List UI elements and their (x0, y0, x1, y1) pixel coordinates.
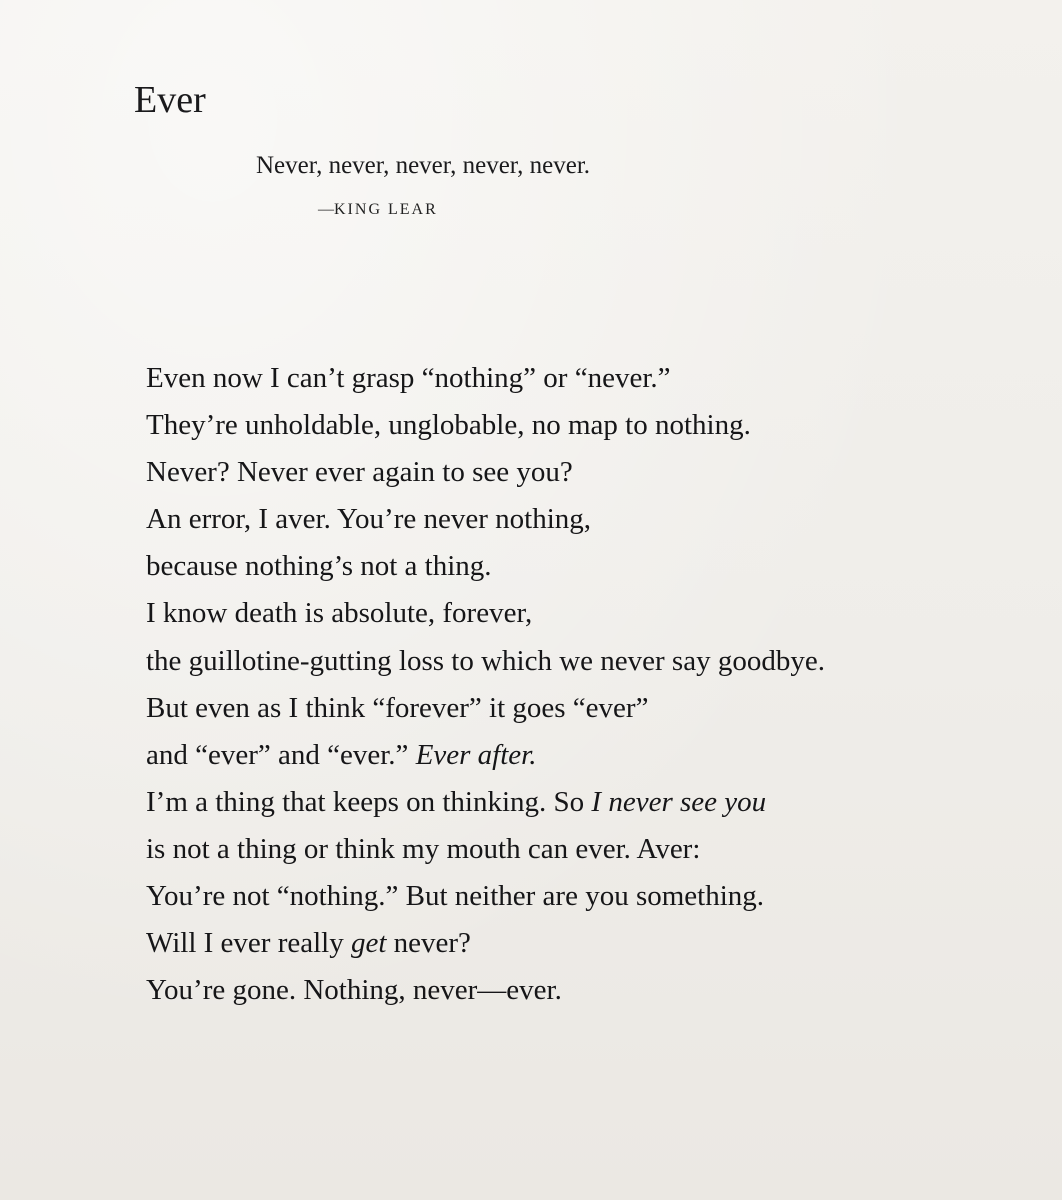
poem-line-text: But even as I think “forever” it goes “ever” (146, 691, 649, 724)
epigraph-attribution (318, 201, 438, 219)
poem-body (146, 355, 1046, 1014)
poem-line-text: They’re unholdable, unglobable, no map to nothing. (146, 409, 751, 442)
poem-line (146, 967, 1046, 1014)
poem-line-text: the guillotine-gutting loss to which we never say goodbye. (146, 644, 825, 677)
poem-title: Ever (134, 79, 206, 121)
poem-line (146, 732, 1046, 779)
poem-line (146, 826, 1046, 873)
poem-line (146, 920, 1046, 967)
poem-line-italic: Ever after. (415, 738, 537, 771)
poem-line-text: is not a thing or think my mouth can ever. Aver: (146, 832, 701, 865)
poem-line (146, 449, 1046, 496)
poem-line-text: I’m a thing that keeps on thinking. So (146, 785, 592, 818)
epigraph-quote: Never, never, never, never, never. (256, 152, 591, 179)
poem-line-text: You’re gone. Nothing, never—ever. (146, 974, 562, 1007)
poem-line (146, 543, 1046, 590)
poem-line (146, 638, 1046, 685)
poem-line-text: Even now I can’t grasp “nothing” or “never.” (146, 362, 671, 394)
poem-line (146, 873, 1046, 920)
poem-line-italic: I never see you (591, 785, 767, 818)
poem-line-text: never? (386, 927, 471, 960)
poem-line (146, 779, 1046, 826)
poem-line (146, 590, 1046, 637)
poem-line-text: I know death is absolute, forever, (146, 597, 533, 630)
poem-line (146, 496, 1046, 543)
attribution-dash: — (318, 201, 334, 218)
poem-line-italic: get (350, 927, 387, 960)
poem-line-text: You’re not “nothing.” But neither are you something. (146, 880, 765, 913)
poem-line (146, 685, 1046, 732)
poem-line-text: Never? Never ever again to see you? (146, 456, 573, 489)
poem-line (146, 355, 1046, 402)
poem-line-text: Will I ever really (146, 927, 351, 960)
poem-line-text: and “ever” and “ever.” (146, 738, 416, 771)
poem-line (146, 402, 1046, 449)
poem-line-text: because nothing’s not a thing. (146, 550, 492, 583)
attribution-source: KING LEAR (334, 201, 438, 218)
poem-line-text: An error, I aver. You’re never nothing, (146, 503, 591, 536)
